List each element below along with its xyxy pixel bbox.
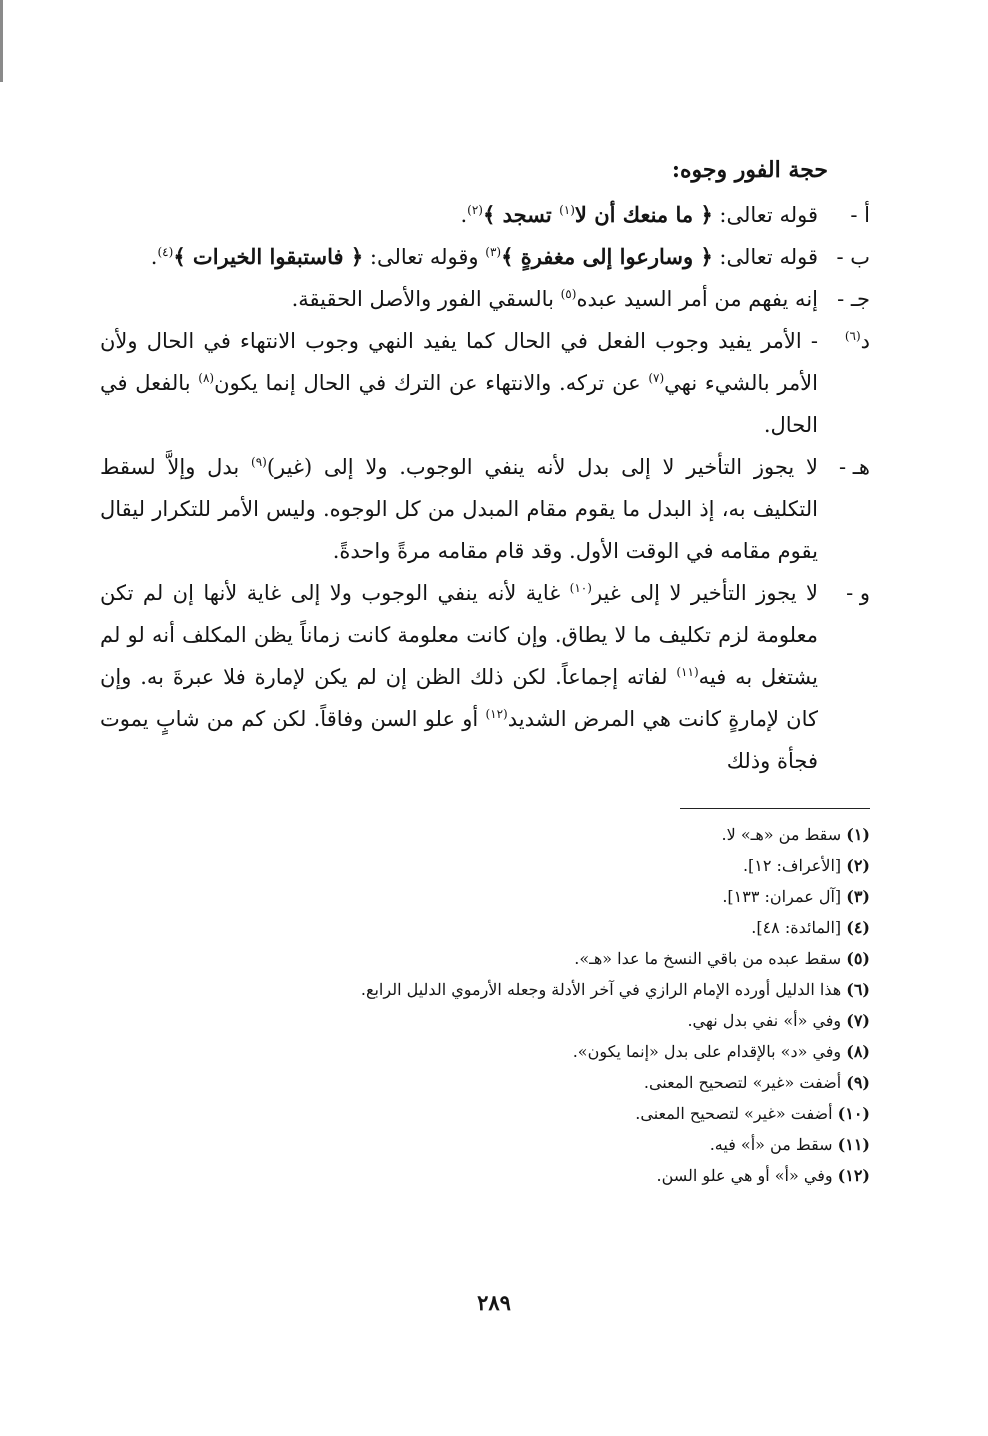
quran-quote: ﴿ وسارعوا إلى مغفرةٍ ﴾: [501, 244, 713, 269]
text-run: غاية لأنه ينفي الوجوب ولا إلى غاية لأنها إن لم تكن معلومة لزم تكليف ما لا يطاق. وإن كانت معلومة كانت زماناً يظن المكلف أنه لو لم يشتغل به فيه: [100, 581, 818, 689]
item-text: [100, 194, 818, 236]
text-run: بدل وإلاَّ لسقط التكليف به، إذ البدل ما يقوم مقام المبدل من كل الوجوه. وليس الأمر للتكرار ليقال يقوم مقامه في الوقت الأول. وقد قام مقامه مرةً واحدةً.: [100, 455, 818, 563]
text-run: لا يجوز التأخير لا إلى غير: [591, 581, 818, 605]
footnote-number: (٣): [846, 887, 870, 906]
footnote-text: أضفت «غير» لتصحيح المعنى.: [643, 1073, 842, 1092]
footnote: [100, 881, 870, 912]
footnote-text: سقط من «هـ» لا.: [721, 825, 842, 844]
item-marker: ب -: [836, 245, 870, 269]
footnote-number: (١٠): [837, 1104, 870, 1123]
item-text: [100, 236, 818, 278]
footnote-ref: (٦): [844, 329, 861, 343]
footnote-ref: (٩): [251, 455, 267, 469]
argument-item: [100, 572, 870, 782]
footnote-text: هذا الدليل أورده الإمام الرازي في آخر الأدلة وجعله الأرموي الدليل الرابع.: [360, 980, 842, 999]
footnote: [100, 1036, 870, 1067]
footnote-number: (٩): [846, 1073, 870, 1092]
footnote-number: (١٢): [837, 1166, 870, 1185]
argument-item: [100, 236, 870, 278]
text-run: - الأمر يفيد وجوب الفعل في الحال كما يفيد النهي وجوب الانتهاء في الحال ولأن الأمر بالشيء نهي: [100, 329, 818, 395]
footnote-ref: (٤): [157, 245, 174, 259]
section-heading: حجة الفور وجوه:: [671, 157, 828, 183]
footnote-text: [آل عمران: ١٣٣].: [722, 887, 842, 906]
footnote-text: وفي «د» بالإقدام على بدل «إنما يكون».: [572, 1042, 842, 1061]
footnote-ref: (١): [559, 203, 575, 217]
footnote-number: (٥): [846, 949, 870, 968]
text-run: بالفعل في الحال.: [100, 371, 818, 437]
footnote-list: [100, 819, 870, 1191]
footnote: [100, 943, 870, 974]
footnote-text: وفي «أ» نفي بدل نهي.: [687, 1011, 842, 1030]
footnote-ref: (٥): [560, 287, 577, 301]
text-run: .: [460, 203, 468, 227]
footnote-number: (٧): [846, 1011, 870, 1030]
footnote-text: أضفت «غير» لتصحيح المعنى.: [635, 1104, 833, 1123]
footnote: [100, 1067, 870, 1098]
footnote-number: (٨): [846, 1042, 870, 1061]
footnote-text: [الأعراف: ١٢].: [742, 856, 842, 875]
footnote-number: (٤): [846, 918, 870, 937]
footnote-ref: (٣): [485, 245, 502, 259]
item-marker: أ -: [850, 203, 870, 227]
footnote-text: [المائدة: ٤٨].: [751, 918, 842, 937]
item-text: [100, 446, 818, 572]
quran-quote: تسجد ﴾: [482, 202, 560, 227]
item-text: [100, 320, 818, 446]
quran-quote: ﴿ فاستبقوا الخيرات ﴾: [173, 244, 364, 269]
text-run: .: [150, 245, 158, 269]
item-marker: جـ -: [837, 287, 870, 311]
text-run: بالسقي الفور والأصل الحقيقة.: [291, 287, 561, 311]
item-marker: و -: [846, 581, 870, 605]
argument-item: [100, 320, 870, 446]
footnote: [100, 1129, 870, 1160]
argument-item: [100, 194, 870, 236]
footnote-number: (١): [846, 825, 870, 844]
scan-edge-line: [0, 0, 3, 82]
footnote-separator: [680, 808, 870, 809]
quran-quote: ﴿ ما منعك أن لا: [574, 202, 713, 227]
footnote-ref: (٧): [648, 371, 665, 385]
item-text: [100, 278, 818, 320]
footnote: [100, 819, 870, 850]
text-run: وقوله تعالى:: [363, 245, 486, 269]
text-run: قوله تعالى:: [712, 245, 818, 269]
text-run: لا يجوز التأخير لا إلى بدل لأنه ينفي الوجوب. ولا إلى (غير): [266, 455, 819, 479]
footnote-ref: (٢): [467, 203, 483, 217]
footnote-ref: (١١): [676, 665, 699, 679]
page-number: ٢٨٩: [477, 1290, 511, 1315]
footnote: [100, 912, 870, 943]
footnote: [100, 1098, 870, 1129]
footnote-text: سقط من «أ» فيه.: [709, 1135, 833, 1154]
footnote-text: سقط عبده من باقي النسخ ما عدا «هـ».: [574, 949, 842, 968]
item-marker: هـ -: [839, 455, 870, 479]
footnote-number: (١١): [837, 1135, 870, 1154]
text-run: قوله تعالى:: [712, 203, 818, 227]
argument-item: [100, 446, 870, 572]
item-marker: د$^{(٦)}$: [844, 329, 870, 353]
footnote-ref: (١٢): [485, 707, 508, 721]
footnote: [100, 1160, 870, 1191]
page-content: [100, 150, 870, 1191]
footnote-ref: (١٠): [569, 581, 592, 595]
text-run: لفاته إجماعاً. لكن ذلك الظن إن لم يكن لإمارة فلا عبرةَ به. وإن كان لإمارةٍ كانت هي المرض الشديد: [100, 665, 818, 731]
footnote-number: (٢): [846, 856, 870, 875]
argument-item: [100, 278, 870, 320]
footnote-text: وفي «أ» أو هي علو السن.: [656, 1166, 833, 1185]
argument-list: [100, 194, 870, 782]
footnote: [100, 974, 870, 1005]
text-run: إنه يفهم من أمر السيد عبده: [576, 287, 818, 311]
item-text: [100, 572, 818, 782]
footnote-ref: (٨): [198, 371, 215, 385]
footnote: [100, 850, 870, 881]
footnote-number: (٦): [846, 980, 870, 999]
text-run: أو علو السن وفاقاً. لكن كم من شابٍ يموت فجأة وذلك: [100, 707, 818, 773]
footnote: [100, 1005, 870, 1036]
text-run: عن تركه. والانتهاء عن الترك في الحال إنما يكون: [214, 371, 649, 395]
